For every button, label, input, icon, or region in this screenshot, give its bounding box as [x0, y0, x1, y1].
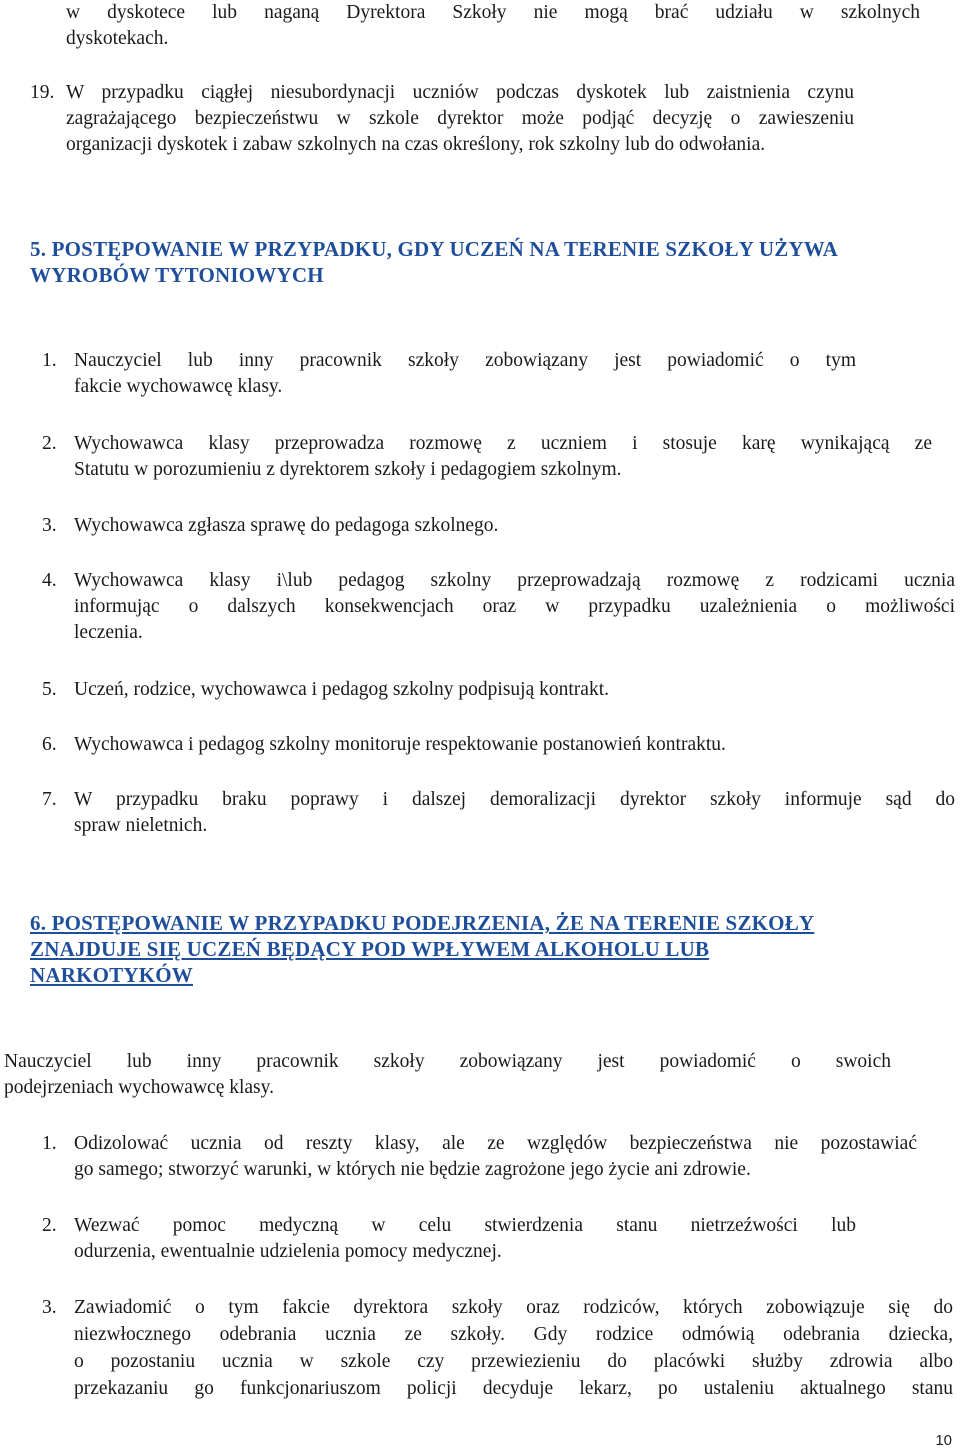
- list-item-line: Wezwać pomoc medyczną w celu stwierdzenia stanu nietrzeźwości lub: [74, 1215, 856, 1236]
- item-number: 4.: [42, 570, 57, 591]
- section-heading: ZNAJDUJE SIĘ UCZEŃ BĘDĄCY POD WPŁYWEM ALKOHOLU LUB: [30, 937, 710, 961]
- list-item-line: Zawiadomić o tym fakcie dyrektora szkoły oraz rodziców, których zobowiązuje się do: [74, 1297, 953, 1318]
- section-heading: 5. POSTĘPOWANIE W PRZYPADKU, GDY UCZEŃ NA TERENIE SZKOŁY UŻYWA: [30, 237, 839, 261]
- list-item-line: Statutu w porozumieniu z dyrektorem szkoły i pedagogiem szkolnym.: [74, 459, 622, 480]
- section-heading: 6. POSTĘPOWANIE W PRZYPADKU PODEJRZENIA, ŻE NA TERENIE SZKOŁY: [30, 911, 815, 935]
- list-item-line: Wychowawca i pedagog szkolny monitoruje respektowanie postanowień kontraktu.: [74, 734, 726, 755]
- item-number: 5.: [42, 679, 57, 700]
- item-number: 2.: [42, 1215, 57, 1236]
- item-number: 6.: [42, 734, 57, 755]
- section-heading: NARKOTYKÓW: [30, 963, 194, 987]
- list-item-line: fakcie wychowawcę klasy.: [74, 376, 283, 397]
- list-item-line: niezwłocznego odebrania ucznia ze szkoły. Gdy rodzice odmówią odebrania dziecka,: [74, 1324, 953, 1345]
- list-item-line: Wychowawca klasy i\lub pedagog szkolny przeprowadzają rozmowę z rodzicami ucznia: [74, 570, 955, 591]
- item-number: 1.: [42, 350, 57, 371]
- list-item-line: o pozostaniu ucznia w szkole czy przewiezieniu do placówki służby zdrowia albo: [74, 1351, 953, 1372]
- item-number: 7.: [42, 789, 57, 810]
- paragraph-line: organizacji dyskotek i zabaw szkolnych na czas określony, rok szkolny lub do odwołania.: [66, 134, 766, 155]
- paragraph-line: W przypadku ciągłej niesubordynacji uczniów podczas dyskotek lub zaistnienia czynu: [66, 82, 854, 103]
- paragraph-line: Nauczyciel lub inny pracownik szkoły zobowiązany jest powiadomić o swoich: [4, 1051, 891, 1072]
- item-number: 3.: [42, 515, 57, 536]
- list-item-line: Nauczyciel lub inny pracownik szkoły zobowiązany jest powiadomić o tym: [74, 350, 856, 371]
- paragraph-line: dyskotekach.: [66, 28, 169, 49]
- item-number: 3.: [42, 1297, 57, 1318]
- item-number: 2.: [42, 433, 57, 454]
- list-item-line: informując o dalszych konsekwencjach oraz w przypadku uzależnienia o możliwości: [74, 596, 955, 617]
- list-item-line: Wychowawca zgłasza sprawę do pedagoga szkolnego.: [74, 515, 499, 536]
- section-heading: WYROBÓW TYTONIOWYCH: [30, 263, 324, 287]
- item-number: 1.: [42, 1133, 57, 1154]
- page-number: 10: [935, 1432, 952, 1449]
- list-item-line: Uczeń, rodzice, wychowawca i pedagog szkolny podpisują kontrakt.: [74, 679, 609, 700]
- item-number: 19.: [30, 82, 55, 103]
- list-item-line: W przypadku braku poprawy i dalszej demoralizacji dyrektor szkoły informuje sąd do: [74, 789, 955, 810]
- list-item-line: Odizolować ucznia od reszty klasy, ale ze względów bezpieczeństwa nie pozostawiać: [74, 1133, 917, 1154]
- paragraph-line: podejrzeniach wychowawcę klasy.: [4, 1077, 274, 1098]
- list-item-line: Wychowawca klasy przeprowadza rozmowę z uczniem i stosuje karę wynikającą ze: [74, 433, 932, 454]
- list-item-line: go samego; stworzyć warunki, w których nie będzie zagrożone jego życie ani zdrowie.: [74, 1159, 751, 1180]
- list-item-line: leczenia.: [74, 622, 143, 643]
- paragraph-line: zagrażającego bezpieczeństwu w szkole dyrektor może podjąć decyzję o zawieszeniu: [66, 108, 854, 129]
- list-item-line: odurzenia, ewentualnie udzielenia pomocy medycznej.: [74, 1241, 502, 1262]
- list-item-line: przekazaniu go funkcjonariuszom policji decyduje lekarz, po ustaleniu aktualnego stanu: [74, 1378, 953, 1399]
- list-item-line: spraw nieletnich.: [74, 815, 208, 836]
- paragraph-line: w dyskotece lub naganą Dyrektora Szkoły nie mogą brać udziału w szkolnych: [66, 2, 920, 23]
